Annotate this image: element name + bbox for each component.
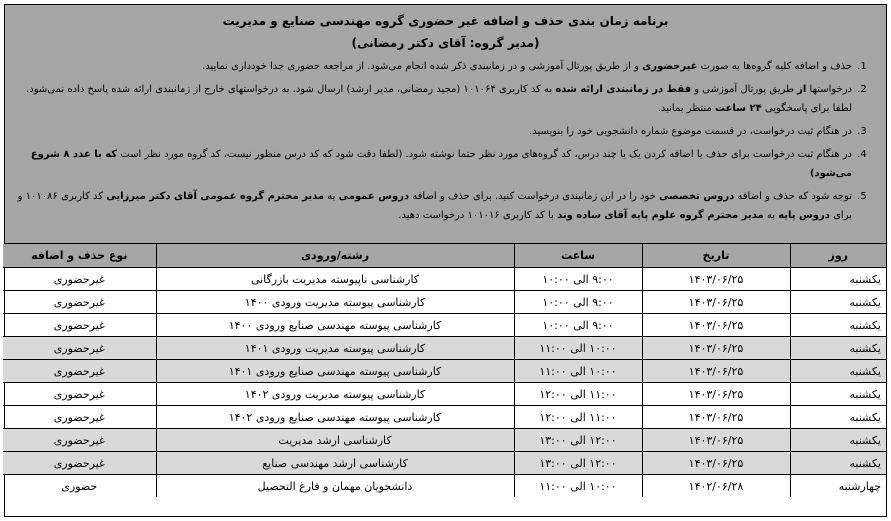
cell-type: حضوری <box>3 475 156 498</box>
note-bold-text: از <box>797 84 807 95</box>
cell-major: کارشناسی پیوسته مهندسی صنایع ورودی ۱۴۰۱ <box>156 360 514 383</box>
table-row <box>3 406 886 429</box>
cell-time: ۱۰:۰۰ الی ۱۱:۰۰ <box>514 475 642 498</box>
note-item <box>15 187 854 225</box>
table-row <box>3 314 886 337</box>
cell-day: یکشنبه <box>790 406 886 429</box>
note-bold-text: دروس پایه <box>778 210 830 221</box>
table-row <box>3 360 886 383</box>
cell-major: کارشناسی ارشد مهندسی صنایع <box>156 452 514 475</box>
cell-type: غیرحضوری <box>3 406 156 429</box>
note-item <box>15 57 854 76</box>
cell-major: کارشناسی ارشد مدیریت <box>156 429 514 452</box>
note-text: خود را در این زمانبندی درخواست کنید. برای حذف و اضافه <box>409 191 660 202</box>
header-day: روز <box>790 244 886 268</box>
cell-time: ۱۲:۰۰ الی ۱۳:۰۰ <box>514 429 642 452</box>
note-bold-text: دروس تخصصی <box>659 191 735 202</box>
note-bold-text: غیرحضوری <box>642 61 698 72</box>
header-time: ساعت <box>514 244 642 268</box>
notes-list <box>15 57 876 225</box>
cell-date: ۱۴۰۳/۰۶/۲۵ <box>642 406 790 429</box>
note-text: و از طریق پورتال آموزشی و در زمانبندی ذکر شده انجام می‌شود. از مراجعه حضوری جدا خودداری نمایید. <box>202 61 643 72</box>
note-text: توجه شود که حذف و اضافه <box>734 191 852 202</box>
cell-date: ۱۴۰۳/۰۶/۲۵ <box>642 360 790 383</box>
table-row <box>3 429 886 452</box>
cell-major: کارشناسی ناپیوسته مدیریت بازرگانی <box>156 268 514 291</box>
schedule-document <box>4 4 887 517</box>
cell-time: ۱۲:۰۰ الی ۱۳:۰۰ <box>514 452 642 475</box>
cell-time: ۹:۰۰ الی ۱۰:۰۰ <box>514 291 642 314</box>
table-row <box>3 291 886 314</box>
cell-time: ۹:۰۰ الی ۱۰:۰۰ <box>514 314 642 337</box>
header-major: رشته/ورودی <box>156 244 514 268</box>
cell-day: یکشنبه <box>790 383 886 406</box>
cell-type: غیرحضوری <box>3 337 156 360</box>
cell-major: کارشناسی پیوسته مهندسی صنایع ورودی ۱۴۰۲ <box>156 406 514 429</box>
cell-major: دانشجویان مهمان و فارغ التحصیل <box>156 475 514 498</box>
cell-date: ۱۴۰۳/۰۶/۲۵ <box>642 314 790 337</box>
header-type: نوع حذف و اضافه <box>3 244 156 268</box>
cell-day: یکشنبه <box>790 360 886 383</box>
cell-major: کارشناسی پیوسته مدیریت ورودی ۱۴۰۲ <box>156 383 514 406</box>
note-text: طریق پورتال آموزشی و <box>691 84 798 95</box>
cell-day: یکشنبه <box>790 314 886 337</box>
cell-type: غیرحضوری <box>3 452 156 475</box>
cell-major: کارشناسی پیوسته مدیریت ورودی ۱۴۰۱ <box>156 337 514 360</box>
cell-date: ۱۴۰۳/۰۶/۲۵ <box>642 291 790 314</box>
cell-time: ۹:۰۰ الی ۱۰:۰۰ <box>514 268 642 291</box>
note-item <box>15 145 854 183</box>
cell-day: یکشنبه <box>790 291 886 314</box>
cell-type: غیرحضوری <box>3 429 156 452</box>
cell-day: یکشنبه <box>790 452 886 475</box>
note-item <box>15 80 854 118</box>
note-bold-text: مدیر محترم گروه عمومی آقای دکتر میرزایی <box>106 191 325 202</box>
page-title: برنامه زمان بندی حذف و اضافه غیر حضوری گروه مهندسی صنایع و مدیریت <box>222 14 669 28</box>
cell-time: ۱۰:۰۰ الی ۱۱:۰۰ <box>514 337 642 360</box>
table-row <box>3 337 886 360</box>
note-text: با کد کاربری ۱۰۱۰۱۶ درخواست دهید. <box>398 210 558 221</box>
cell-major: کارشناسی پیوسته مهندسی صنایع ورودی ۱۴۰۰ <box>156 314 514 337</box>
note-text: در هنگام ثبت درخواست برای حذف یا اضافه کردن یک یا چند درس، کد گروه‌های مورد نظر حتما نوشته شود. (لطفا دقت شود که کد درس منظور نیست، کد گروه مورد نظر است <box>117 149 852 160</box>
cell-time: ۱۱:۰۰ الی ۱۲:۰۰ <box>514 383 642 406</box>
cell-date: ۱۴۰۳/۰۶/۲۵ <box>642 429 790 452</box>
note-text: به <box>763 210 779 221</box>
note-item <box>15 122 854 141</box>
note-bold-text: که با عدد ۸ شروع می‌شود) <box>30 149 852 179</box>
note-text: به <box>324 191 339 202</box>
note-text: به کد کاربری ۱۰۱۰۶۴ (مجید رمضانی، مدیر ارشد) ارسال شود. به درخواستهای خارج از زمانبندی ارائه شده پاسخ داده نمی‌شود. لطفا برای پاسخگویی <box>26 84 852 114</box>
cell-time: ۱۱:۰۰ الی ۱۲:۰۰ <box>514 406 642 429</box>
header-date: تاریخ <box>642 244 790 268</box>
cell-type: غیرحضوری <box>3 268 156 291</box>
page-subtitle: (مدیر گروه: آقای دکتر رمضانی) <box>351 36 540 50</box>
table-row <box>3 383 886 406</box>
cell-day: یکشنبه <box>790 429 886 452</box>
note-text: منتظر بمانید. <box>657 103 715 114</box>
cell-type: غیرحضوری <box>3 383 156 406</box>
cell-type: غیرحضوری <box>3 360 156 383</box>
cell-date: ۱۴۰۲/۰۶/۲۸ <box>642 475 790 498</box>
note-text: کد کاربری ۱۰۱۰۸۶ و برای <box>17 191 852 221</box>
cell-date: ۱۴۰۳/۰۶/۲۵ <box>642 383 790 406</box>
cell-major: کارشناسی پیوسته مدیریت ورودی ۱۴۰۰ <box>156 291 514 314</box>
schedule-table <box>3 244 886 497</box>
note-text: در هنگام ثبت درخواست، در قسمت موضوع شماره دانشجویی خود را بنویسید. <box>529 126 852 137</box>
note-bold-text: ۲۴ ساعت <box>715 103 762 114</box>
table-header-row <box>3 244 886 268</box>
cell-type: غیرحضوری <box>3 314 156 337</box>
notice-panel <box>5 5 886 244</box>
note-bold-text: مدیر محترم گروه علوم پایه آقای ساده وند <box>557 210 764 221</box>
cell-type: غیرحضوری <box>3 291 156 314</box>
note-bold-text: دروس عمومی <box>338 191 410 202</box>
table-row <box>3 268 886 291</box>
note-bold-text: فقط در زمانبندی ارائه شده <box>555 84 692 95</box>
cell-date: ۱۴۰۳/۰۶/۲۵ <box>642 268 790 291</box>
cell-day: چهارشنبه <box>790 475 886 498</box>
note-text: درخواستها <box>806 84 852 95</box>
table-row <box>3 452 886 475</box>
cell-day: یکشنبه <box>790 337 886 360</box>
cell-time: ۱۰:۰۰ الی ۱۱:۰۰ <box>514 360 642 383</box>
note-text: حذف و اضافه کلیه گروه‌ها به صورت <box>697 61 852 72</box>
cell-day: یکشنبه <box>790 268 886 291</box>
table-row <box>3 475 886 498</box>
cell-date: ۱۴۰۳/۰۶/۲۵ <box>642 452 790 475</box>
cell-date: ۱۴۰۳/۰۶/۲۵ <box>642 337 790 360</box>
